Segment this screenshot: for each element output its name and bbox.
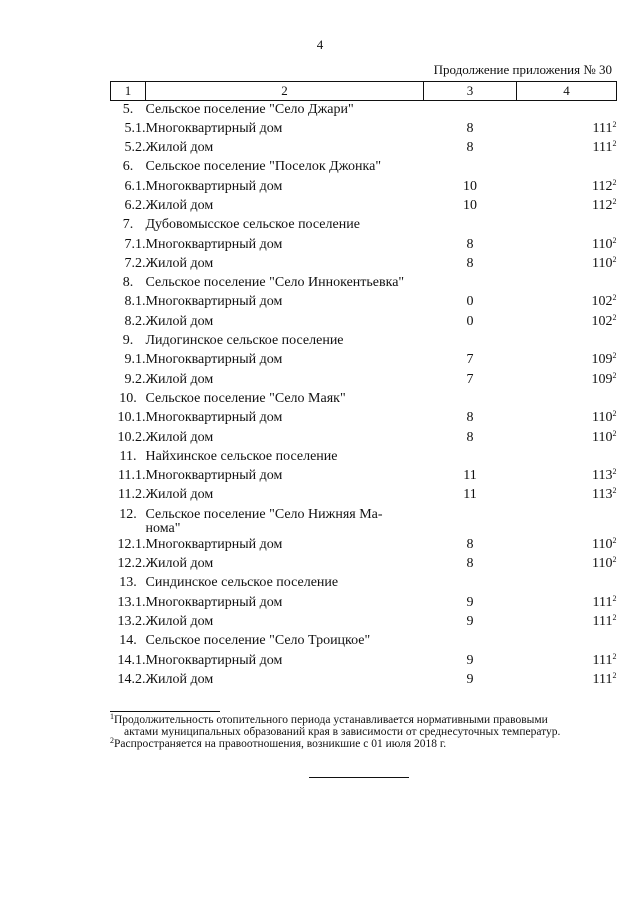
value-col-3: 0 bbox=[466, 313, 474, 329]
table-row bbox=[111, 652, 617, 671]
table-row bbox=[111, 158, 617, 177]
value-col-4-number: 112 bbox=[592, 197, 613, 213]
value-col-4 bbox=[517, 158, 617, 177]
table-row bbox=[111, 429, 617, 448]
footnote-1 bbox=[110, 714, 610, 738]
row-number: 8. bbox=[122, 275, 134, 291]
settlement-name: Найхинское сельское поселение bbox=[145, 448, 338, 464]
footnote-reference: 2 bbox=[612, 139, 617, 149]
settlement-name: Сельское поселение "Село Иннокентьевка" bbox=[145, 275, 405, 291]
table-body bbox=[111, 101, 617, 691]
table-row bbox=[111, 555, 617, 574]
value-col-4 bbox=[517, 594, 617, 613]
building-type: Многоквартирный дом bbox=[145, 536, 283, 552]
footnotes bbox=[110, 714, 610, 750]
row-number: 5. bbox=[122, 102, 134, 117]
table-row bbox=[111, 178, 617, 197]
row-number: 7. bbox=[122, 217, 134, 233]
table-row bbox=[111, 613, 617, 632]
value-col-4-number: 113 bbox=[592, 468, 613, 484]
value-col-4-number: 111 bbox=[592, 613, 613, 629]
value-col-4-number: 111 bbox=[592, 652, 613, 668]
value-col-4-number: 110 bbox=[592, 255, 613, 271]
row-number: 13.1. bbox=[117, 594, 146, 610]
value-col-3: 7 bbox=[466, 352, 474, 368]
value-col-4 bbox=[517, 632, 617, 651]
table-row bbox=[111, 409, 617, 428]
value-col-4-number: 110 bbox=[592, 536, 613, 552]
value-col-3 bbox=[424, 216, 517, 235]
table-row bbox=[111, 197, 617, 216]
value-col-3 bbox=[424, 448, 517, 467]
building-type: Многоквартирный дом bbox=[145, 652, 283, 668]
value-col-3 bbox=[424, 632, 517, 651]
building-type: Жилой дом bbox=[145, 671, 214, 687]
table-row bbox=[111, 351, 617, 370]
building-type: Жилой дом bbox=[145, 613, 214, 629]
value-col-4-number: 111 bbox=[592, 671, 613, 687]
end-separator bbox=[309, 777, 409, 778]
footnote-reference: 2 bbox=[612, 409, 617, 419]
footnote-reference: 2 bbox=[612, 293, 617, 303]
row-number: 5.2. bbox=[124, 140, 146, 156]
footnote-reference: 2 bbox=[612, 370, 617, 380]
building-type: Многоквартирный дом bbox=[145, 410, 283, 426]
footnote-reference: 2 bbox=[612, 467, 617, 477]
row-number: 10. bbox=[119, 390, 137, 406]
value-col-4 bbox=[517, 197, 617, 216]
value-col-4 bbox=[517, 293, 617, 312]
footnote-reference: 2 bbox=[612, 428, 617, 438]
building-type: Жилой дом bbox=[145, 140, 214, 156]
settlement-name: Сельское поселение "Село Троицкое" bbox=[145, 633, 371, 649]
value-col-3: 11 bbox=[463, 468, 477, 484]
value-col-4-number: 111 bbox=[592, 594, 613, 610]
table-row bbox=[111, 332, 617, 351]
page-number: 4 bbox=[316, 37, 324, 52]
footnote-reference: 2 bbox=[612, 555, 617, 565]
row-number: 6.2. bbox=[124, 197, 146, 213]
value-col-3 bbox=[424, 332, 517, 351]
value-col-3: 8 bbox=[466, 556, 474, 572]
value-col-4-number: 110 bbox=[592, 429, 613, 445]
table-row bbox=[111, 594, 617, 613]
value-col-3: 8 bbox=[466, 255, 474, 271]
heating-period-table bbox=[110, 81, 617, 690]
table-row bbox=[111, 139, 617, 158]
value-col-3: 8 bbox=[466, 120, 474, 136]
building-type: Многоквартирный дом bbox=[145, 468, 283, 484]
row-number: 9.1. bbox=[124, 352, 146, 368]
footnote-text: Продолжительность отопительного периода устанавливается нормативными правовыми bbox=[114, 714, 548, 726]
value-col-4 bbox=[517, 371, 617, 390]
row-number: 8.2. bbox=[124, 313, 146, 329]
value-col-4 bbox=[517, 613, 617, 632]
footnote-2 bbox=[110, 738, 610, 750]
table-row bbox=[111, 255, 617, 274]
footnote-reference: 2 bbox=[612, 670, 617, 680]
value-col-4 bbox=[517, 555, 617, 574]
table-row bbox=[111, 390, 617, 409]
table-row bbox=[111, 120, 617, 139]
table-row bbox=[111, 313, 617, 332]
settlement-name: Сельское поселение "Село Нижняя Ма- нома" bbox=[145, 506, 383, 536]
value-col-3: 10 bbox=[463, 178, 477, 194]
row-number: 14.1. bbox=[117, 652, 146, 668]
value-col-3: 8 bbox=[466, 429, 474, 445]
value-col-3: 8 bbox=[466, 410, 474, 426]
table-row bbox=[111, 293, 617, 312]
row-number: 14.2. bbox=[117, 671, 146, 687]
footnote-reference: 2 bbox=[612, 535, 617, 545]
value-col-4 bbox=[517, 506, 617, 536]
footnote-reference: 2 bbox=[612, 235, 617, 245]
building-type: Жилой дом bbox=[145, 313, 214, 329]
value-col-4 bbox=[517, 120, 617, 139]
value-col-4-number: 113 bbox=[592, 487, 613, 503]
value-col-4 bbox=[517, 671, 617, 690]
value-col-4 bbox=[517, 467, 617, 486]
value-col-4 bbox=[517, 390, 617, 409]
building-type: Многоквартирный дом bbox=[145, 294, 283, 310]
row-number: 7.1. bbox=[124, 236, 146, 252]
footnote-reference: 2 bbox=[612, 196, 617, 206]
value-col-4 bbox=[517, 255, 617, 274]
value-col-3 bbox=[424, 506, 517, 536]
value-col-3 bbox=[424, 574, 517, 593]
footnote-mark: 2 bbox=[110, 736, 114, 745]
row-number: 10.1. bbox=[117, 410, 146, 426]
value-col-4 bbox=[517, 351, 617, 370]
footnote-text: Распространяется на правоотношения, возникшие с 01 июля 2018 г. bbox=[114, 738, 447, 750]
value-col-3: 9 bbox=[466, 594, 474, 610]
row-number: 14. bbox=[119, 633, 137, 649]
row-number: 13.2. bbox=[117, 613, 146, 629]
value-col-4-number: 112 bbox=[592, 178, 613, 194]
footnote-text-continued: актами муниципальных образований края в зависимости от среднесуточных температур. bbox=[124, 726, 561, 738]
value-col-3: 9 bbox=[466, 671, 474, 687]
row-number: 8.1. bbox=[124, 294, 146, 310]
footnote-reference: 2 bbox=[612, 177, 617, 187]
settlement-name: Синдинское сельское поселение bbox=[145, 575, 339, 591]
value-col-4 bbox=[517, 178, 617, 197]
value-col-4 bbox=[517, 448, 617, 467]
footnote-reference: 2 bbox=[612, 486, 617, 496]
table-row bbox=[111, 467, 617, 486]
value-col-4-number: 110 bbox=[592, 410, 613, 426]
settlement-name: Сельское поселение "Село Джари" bbox=[145, 102, 354, 117]
value-col-3: 9 bbox=[466, 652, 474, 668]
value-col-3: 11 bbox=[463, 487, 477, 503]
header-col-4: 4 bbox=[517, 82, 617, 101]
building-type: Многоквартирный дом bbox=[145, 120, 283, 136]
header-col-1: 1 bbox=[111, 82, 146, 101]
value-col-4 bbox=[517, 429, 617, 448]
footnote-reference: 2 bbox=[612, 612, 617, 622]
row-number: 12.1. bbox=[117, 536, 146, 552]
row-number: 11.2. bbox=[118, 487, 146, 503]
value-col-4 bbox=[517, 216, 617, 235]
value-col-3 bbox=[424, 390, 517, 409]
value-col-3: 8 bbox=[466, 140, 474, 156]
value-col-4-number: 111 bbox=[592, 140, 613, 156]
value-col-4 bbox=[517, 139, 617, 158]
value-col-3 bbox=[424, 158, 517, 177]
building-type: Жилой дом bbox=[145, 371, 214, 387]
value-col-4 bbox=[517, 574, 617, 593]
table-row bbox=[111, 506, 617, 536]
settlement-name: Сельское поселение "Поселок Джонка" bbox=[145, 159, 382, 175]
row-number: 7.2. bbox=[124, 255, 146, 271]
footnote-mark: 1 bbox=[110, 712, 114, 721]
settlement-name: Сельское поселение "Село Маяк" bbox=[145, 390, 346, 406]
footnote-separator bbox=[110, 711, 220, 712]
building-type: Жилой дом bbox=[145, 429, 214, 445]
building-type: Многоквартирный дом bbox=[145, 236, 283, 252]
footnote-reference: 2 bbox=[612, 351, 617, 361]
table-row bbox=[111, 236, 617, 255]
table-row bbox=[111, 486, 617, 505]
table-row bbox=[111, 574, 617, 593]
row-number: 10.2. bbox=[117, 429, 146, 445]
value-col-3: 9 bbox=[466, 613, 474, 629]
row-number: 9.2. bbox=[124, 371, 146, 387]
value-col-4 bbox=[517, 313, 617, 332]
continuation-label: Продолжение приложения № 30 bbox=[433, 62, 612, 77]
value-col-4-number: 111 bbox=[592, 120, 613, 136]
footnote-reference: 2 bbox=[612, 651, 617, 661]
building-type: Жилой дом bbox=[145, 487, 214, 503]
row-number: 9. bbox=[122, 333, 134, 349]
row-number: 6.1. bbox=[124, 178, 146, 194]
value-col-3: 7 bbox=[466, 371, 474, 387]
value-col-4 bbox=[517, 536, 617, 555]
table-row bbox=[111, 536, 617, 555]
settlement-name: Лидогинское сельское поселение bbox=[145, 333, 344, 349]
value-col-4-number: 102 bbox=[591, 313, 613, 329]
row-number: 13. bbox=[119, 575, 137, 591]
footnote-reference: 2 bbox=[612, 593, 617, 603]
building-type: Жилой дом bbox=[145, 556, 214, 572]
row-number: 6. bbox=[122, 159, 134, 175]
value-col-4-number: 102 bbox=[591, 294, 613, 310]
value-col-3 bbox=[424, 101, 517, 120]
table-row bbox=[111, 101, 617, 120]
value-col-3: 8 bbox=[466, 236, 474, 252]
value-col-4-number: 109 bbox=[591, 371, 613, 387]
building-type: Жилой дом bbox=[145, 197, 214, 213]
value-col-4 bbox=[517, 274, 617, 293]
table-row bbox=[111, 371, 617, 390]
table-row bbox=[111, 216, 617, 235]
table-row bbox=[111, 671, 617, 690]
value-col-3: 0 bbox=[466, 294, 474, 310]
settlement-name: Дубовомысское сельское поселение bbox=[145, 217, 360, 233]
value-col-4 bbox=[517, 101, 617, 120]
footnote-reference: 2 bbox=[612, 254, 617, 264]
value-col-4 bbox=[517, 652, 617, 671]
row-number: 12. bbox=[119, 506, 137, 522]
footnote-reference: 2 bbox=[612, 312, 617, 322]
footnote-reference: 2 bbox=[612, 119, 617, 129]
header-col-2: 2 bbox=[146, 82, 424, 101]
building-type: Многоквартирный дом bbox=[145, 594, 283, 610]
building-type: Многоквартирный дом bbox=[145, 178, 283, 194]
header-col-3: 3 bbox=[424, 82, 517, 101]
row-number: 11. bbox=[119, 448, 137, 464]
row-number: 5.1. bbox=[124, 120, 146, 136]
value-col-3 bbox=[424, 274, 517, 293]
building-type: Многоквартирный дом bbox=[145, 352, 283, 368]
value-col-4-number: 110 bbox=[592, 556, 613, 572]
row-number: 12.2. bbox=[117, 556, 146, 572]
row-number: 11.1. bbox=[118, 468, 146, 484]
value-col-4-number: 109 bbox=[591, 352, 613, 368]
table-row bbox=[111, 632, 617, 651]
building-type: Жилой дом bbox=[145, 255, 214, 271]
value-col-4 bbox=[517, 486, 617, 505]
value-col-4-number: 110 bbox=[592, 236, 613, 252]
table-row bbox=[111, 274, 617, 293]
table-row bbox=[111, 448, 617, 467]
value-col-4 bbox=[517, 409, 617, 428]
value-col-3: 8 bbox=[466, 536, 474, 552]
value-col-3: 10 bbox=[463, 197, 477, 213]
value-col-4 bbox=[517, 236, 617, 255]
value-col-4 bbox=[517, 332, 617, 351]
table-header-row bbox=[111, 82, 617, 101]
